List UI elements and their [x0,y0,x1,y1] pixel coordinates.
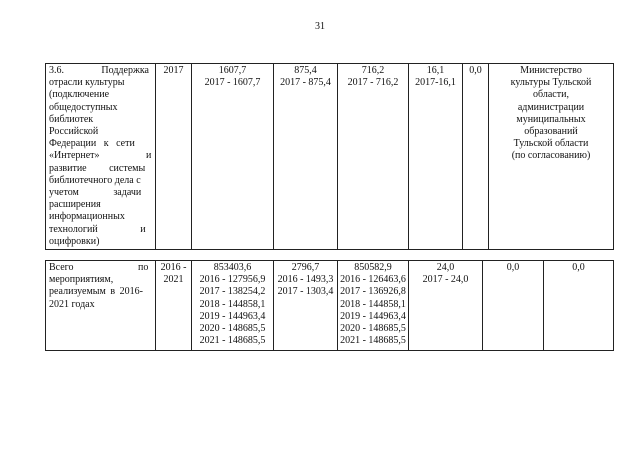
local-cell [409,64,463,250]
summary-label-cell [46,261,156,351]
summary-total-value: 853403,6 [213,262,252,273]
summary-label-line: реализуемым в 2016- [49,286,143,298]
responsible-line: Тульской области [513,138,589,150]
summary-period-line: 2021 [163,274,184,286]
total-detail: 2017 - 1607,7 [204,77,261,89]
table-row [46,64,614,250]
period-cell: 2017 [156,64,192,250]
responsible-line: культуры Тульской [510,77,592,89]
local-value: 16,1 [426,65,445,76]
regional-value: 716,2 [361,65,385,76]
summary-regional-detail: 2017 - 136926,8 [340,286,406,298]
summary-total-detail: 2019 - 144963,4 [199,310,266,322]
activity-title-line: общедоступных [49,101,118,113]
responsible-line: области, [533,89,569,101]
summary-period-cell [156,261,192,351]
activity-title-line: оцифровки) [49,235,100,247]
summary-label-line: мероприятиям, [49,274,114,286]
page-number: 31 [315,21,325,32]
summary-regional-detail: 2018 - 144858,1 [340,298,406,310]
summary-label-line: 2021 годах [49,298,95,310]
total-cell [192,64,274,250]
activity-title-line: отрасли культуры [49,77,125,89]
summary-regional-detail: 2021 - 148685,5 [340,335,406,347]
activity-title-line: библиотек [49,113,94,125]
activity-title-line: Федерации к сети [49,138,135,150]
summary-federal-value: 2796,7 [291,262,320,273]
summary-total-detail: 2017 - 138254,2 [199,286,266,298]
activity-title-line: Российской [49,126,99,138]
activity-title-line: библиотечного дела с [49,174,141,186]
regional-detail: 2017 - 716,2 [347,77,399,89]
responsible-cell [489,64,614,250]
federal-cell [274,64,338,250]
other-cell: 0,0 [463,64,489,250]
activity-title-line: Поддержка [101,65,149,76]
activity-table [45,63,614,250]
activity-title-line: «Интернет» и [49,150,152,162]
summary-total-detail: 2018 - 144858,1 [199,298,266,310]
summary-total-detail: 2020 - 148685,5 [199,323,266,335]
responsible-line: Министерство [520,65,582,76]
summary-total-cell [192,261,274,351]
activity-title-line: учетом задачи [49,187,142,199]
summary-federal-detail: 2017 - 1303,4 [277,286,334,298]
summary-federal-cell [274,261,338,351]
activity-title-line: (подключение [49,89,110,101]
summary-other-cell: 0,0 [483,261,544,351]
table-row [46,261,614,351]
summary-total-detail: 2021 - 148685,5 [199,335,266,347]
federal-value: 875,4 [294,65,317,76]
summary-regional-value: 850582,9 [354,262,392,273]
responsible-line: (по согласованию) [511,150,591,162]
summary-table [45,260,614,351]
summary-local-cell [409,261,483,351]
summary-regional-detail: 2019 - 144963,4 [340,310,406,322]
total-value: 1607,7 [218,65,247,76]
summary-local-value: 24,0 [436,262,455,273]
summary-other-cell: 0,0 [544,261,614,351]
activity-number: 3.6. [49,65,64,76]
activity-title-line: развитие системы [49,162,146,174]
summary-federal-detail: 2016 - 1493,3 [277,274,334,286]
activity-title-cell [46,64,156,250]
responsible-line: администрации [517,101,585,113]
local-detail: 2017-16,1 [415,77,456,89]
summary-total-detail: 2016 - 127956,9 [199,274,266,286]
regional-cell [338,64,409,250]
federal-detail: 2017 - 875,4 [280,77,331,89]
activity-title-line: технологий и [49,223,146,235]
responsible-line: муниципальных [516,113,586,125]
activity-title-line: информационных [49,211,125,223]
summary-label-line: Всего по [49,262,149,273]
summary-period-line: 2016 - [160,262,187,273]
responsible-line: образований [524,126,578,138]
summary-regional-detail: 2020 - 148685,5 [340,323,406,335]
summary-local-detail: 2017 - 24,0 [422,274,469,286]
summary-regional-detail: 2016 - 126463,6 [340,274,406,286]
activity-title-line: расширения [49,199,101,211]
summary-regional-cell [338,261,409,351]
